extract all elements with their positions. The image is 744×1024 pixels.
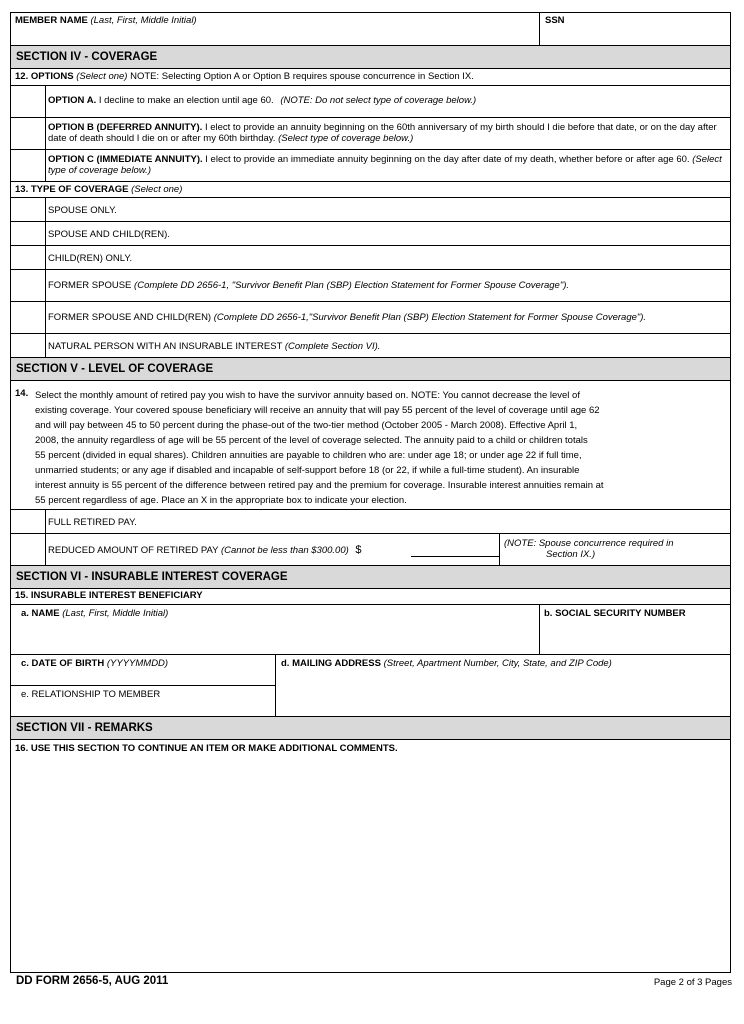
item-14-paragraph [35, 388, 604, 508]
item-12-hint: (Select one) [76, 71, 128, 82]
coverage-spouse-row [11, 197, 730, 221]
option-b-checkbox[interactable] [11, 118, 46, 149]
coverage-natural-row [11, 333, 730, 357]
page-number: Page 2 of 3 Pages [653, 977, 732, 988]
coverage-spouse-child-checkbox[interactable] [11, 222, 46, 245]
coverage-former-child-note: (Complete DD 2656-1,"Survivor Benefit Plan (SBP) Election Statement for Former Spouse Coverage"). [213, 312, 647, 323]
beneficiary-ssn-field[interactable]: b. SOCIAL SECURITY NUMBER [544, 608, 686, 619]
item-14-line: 55 percent regardless of age. Place an X in the appropriate box to indicate your election. [35, 495, 407, 506]
remarks-area[interactable] [11, 740, 730, 972]
item-14-line: existing coverage. Your covered spouse beneficiary will receive an annuity that will pay 55 percent of the level of coverage until age 62 [35, 405, 600, 416]
coverage-child-row [11, 245, 730, 269]
coverage-former-note: (Complete DD 2656-1, "Survivor Benefit Plan (SBP) Election Statement for Former Spouse Coverage"). [134, 280, 570, 291]
item-12-note: NOTE: Selecting Option A or Option B requires spouse concurrence in Section IX. [130, 71, 474, 82]
coverage-former-child-checkbox[interactable] [11, 302, 46, 333]
member-name-label: MEMBER NAME [15, 15, 88, 26]
item-14-number: 14. [15, 388, 29, 399]
item-14-line: and will pay between 45 to 50 percent during the phase-out of the two-tier method (October 2005 - March 2008). Effective April 1, [35, 420, 578, 431]
option-c-checkbox[interactable] [11, 150, 46, 181]
coverage-child-label: CHILD(REN) ONLY. [48, 253, 133, 264]
beneficiary-name-row [11, 604, 730, 654]
dob-hint: (YYYYMMDD) [106, 658, 169, 669]
option-c-row [11, 149, 730, 181]
item-12-header [11, 69, 730, 85]
full-pay-label: FULL RETIRED PAY. [48, 517, 137, 528]
option-a-text: I decline to make an election until age 60. [98, 95, 274, 106]
item-15-text: 15. INSURABLE INTEREST BENEFICIARY [15, 590, 203, 601]
ssn-field[interactable]: SSN [545, 15, 565, 26]
dob-label: c. DATE OF BIRTH [21, 658, 105, 669]
reduced-note-line2: Section IX.) [546, 549, 596, 560]
section-v-header: SECTION V - LEVEL OF COVERAGE [11, 357, 730, 381]
form-page [10, 12, 731, 973]
reduced-pay-note [504, 538, 674, 560]
option-b-title: OPTION B (DEFERRED ANNUITY). [48, 122, 203, 133]
coverage-child-checkbox[interactable] [11, 246, 46, 269]
mailing-address-label: d. MAILING ADDRESS [281, 658, 381, 669]
item-14-line: 2008, the annuity regardless of age will be 55 percent of the level of coverage selected. The annuity paid to a child or children totals [35, 435, 588, 446]
beneficiary-details-row [11, 654, 730, 716]
coverage-natural-note: (Complete Section VI). [284, 341, 381, 352]
coverage-former-checkbox[interactable] [11, 270, 46, 301]
section-vi-header: SECTION VI - INSURABLE INTEREST COVERAGE [11, 565, 730, 589]
option-b-note: (Select type of coverage below.) [278, 133, 414, 144]
mailing-address-field[interactable] [281, 658, 612, 669]
item-14-line: unmarried students; or any age if disabled and incapable of self-support before 18 (or 22, if while a full-time student). An insurable [35, 465, 580, 476]
item-14-text [11, 381, 730, 509]
item-14-line: interest annuity is 55 percent of the difference between retired pay and the premium for coverage. Insurable interest annuities remain at [35, 480, 604, 491]
beneficiary-name-field[interactable] [21, 608, 168, 619]
reduced-pay-hint: (Cannot be less than $300.00) [220, 545, 349, 556]
coverage-spouse-child-row [11, 221, 730, 245]
mailing-address-hint: (Street, Apartment Number, City, State, and ZIP Code) [383, 658, 612, 669]
item-12-label: 12. OPTIONS [15, 71, 74, 82]
item-16-label: 16. USE THIS SECTION TO CONTINUE AN ITEM OR MAKE ADDITIONAL COMMENTS. [15, 743, 398, 754]
option-a-row [11, 85, 730, 117]
item-13-hint: (Select one) [131, 184, 183, 195]
reduced-pay-label: REDUCED AMOUNT OF RETIRED PAY [48, 545, 219, 556]
beneficiary-name-label: a. NAME [21, 608, 60, 619]
item-13-header [11, 181, 730, 197]
reduced-amount-input[interactable] [411, 556, 499, 557]
coverage-natural-checkbox[interactable] [11, 334, 46, 357]
section-vii-header: SECTION VII - REMARKS [11, 716, 730, 740]
coverage-former-row [11, 269, 730, 301]
coverage-spouse-child-label: SPOUSE AND CHILD(REN). [48, 229, 170, 240]
option-a-checkbox[interactable] [11, 86, 46, 117]
member-name-field[interactable] [15, 15, 197, 26]
coverage-spouse-checkbox[interactable] [11, 198, 46, 221]
reduced-note-line1: (NOTE: Spouse concurrence required in [504, 538, 674, 549]
option-b-text: I elect to provide an annuity beginning on the 60th anniversary of my birth should I die before that date, or on the day after date of death should I die on or after my 60th birthday. [48, 122, 717, 144]
reduced-pay-checkbox[interactable] [11, 534, 46, 565]
relationship-field[interactable]: e. RELATIONSHIP TO MEMBER [21, 689, 161, 700]
reduced-pay-row [11, 533, 730, 565]
beneficiary-name-hint: (Last, First, Middle Initial) [62, 608, 169, 619]
option-c-text: I elect to provide an immediate annuity beginning on the day after date of my death, whether before or after age 60. [205, 154, 690, 165]
option-b-row [11, 117, 730, 149]
member-name-hint: (Last, First, Middle Initial) [90, 15, 197, 26]
item-14-line: 55 percent (divided in equal shares). Children annuities are payable to children who are: under age 18; or under age 22 if full time, [35, 450, 582, 461]
full-pay-checkbox[interactable] [11, 510, 46, 533]
coverage-former-child-label: FORMER SPOUSE AND CHILD(REN) [48, 312, 212, 323]
full-pay-row [11, 509, 730, 533]
dollar-sign: $ [355, 544, 362, 556]
option-a-note: (NOTE: Do not select type of coverage below.) [280, 95, 477, 106]
item-15-label [11, 589, 730, 604]
coverage-natural-label: NATURAL PERSON WITH AN INSURABLE INTEREST [48, 341, 283, 352]
dob-field[interactable] [21, 658, 168, 669]
item-13-label: 13. TYPE OF COVERAGE [15, 184, 129, 195]
option-c-title: OPTION C (IMMEDIATE ANNUITY). [48, 154, 203, 165]
coverage-former-child-row [11, 301, 730, 333]
option-c-note: (Select type of coverage below.) [48, 154, 722, 176]
section-iv-header: SECTION IV - COVERAGE [11, 45, 730, 69]
member-header [11, 13, 730, 45]
form-identifier: DD FORM 2656-5, AUG 2011 [16, 975, 169, 987]
option-a-title: OPTION A. [48, 95, 97, 106]
coverage-former-label: FORMER SPOUSE [48, 280, 132, 291]
item-14-line: Select the monthly amount of retired pay you wish to have the survivor annuity based on. NOTE: You cannot decrease the level of [35, 390, 580, 401]
coverage-spouse-label: SPOUSE ONLY. [48, 205, 117, 216]
